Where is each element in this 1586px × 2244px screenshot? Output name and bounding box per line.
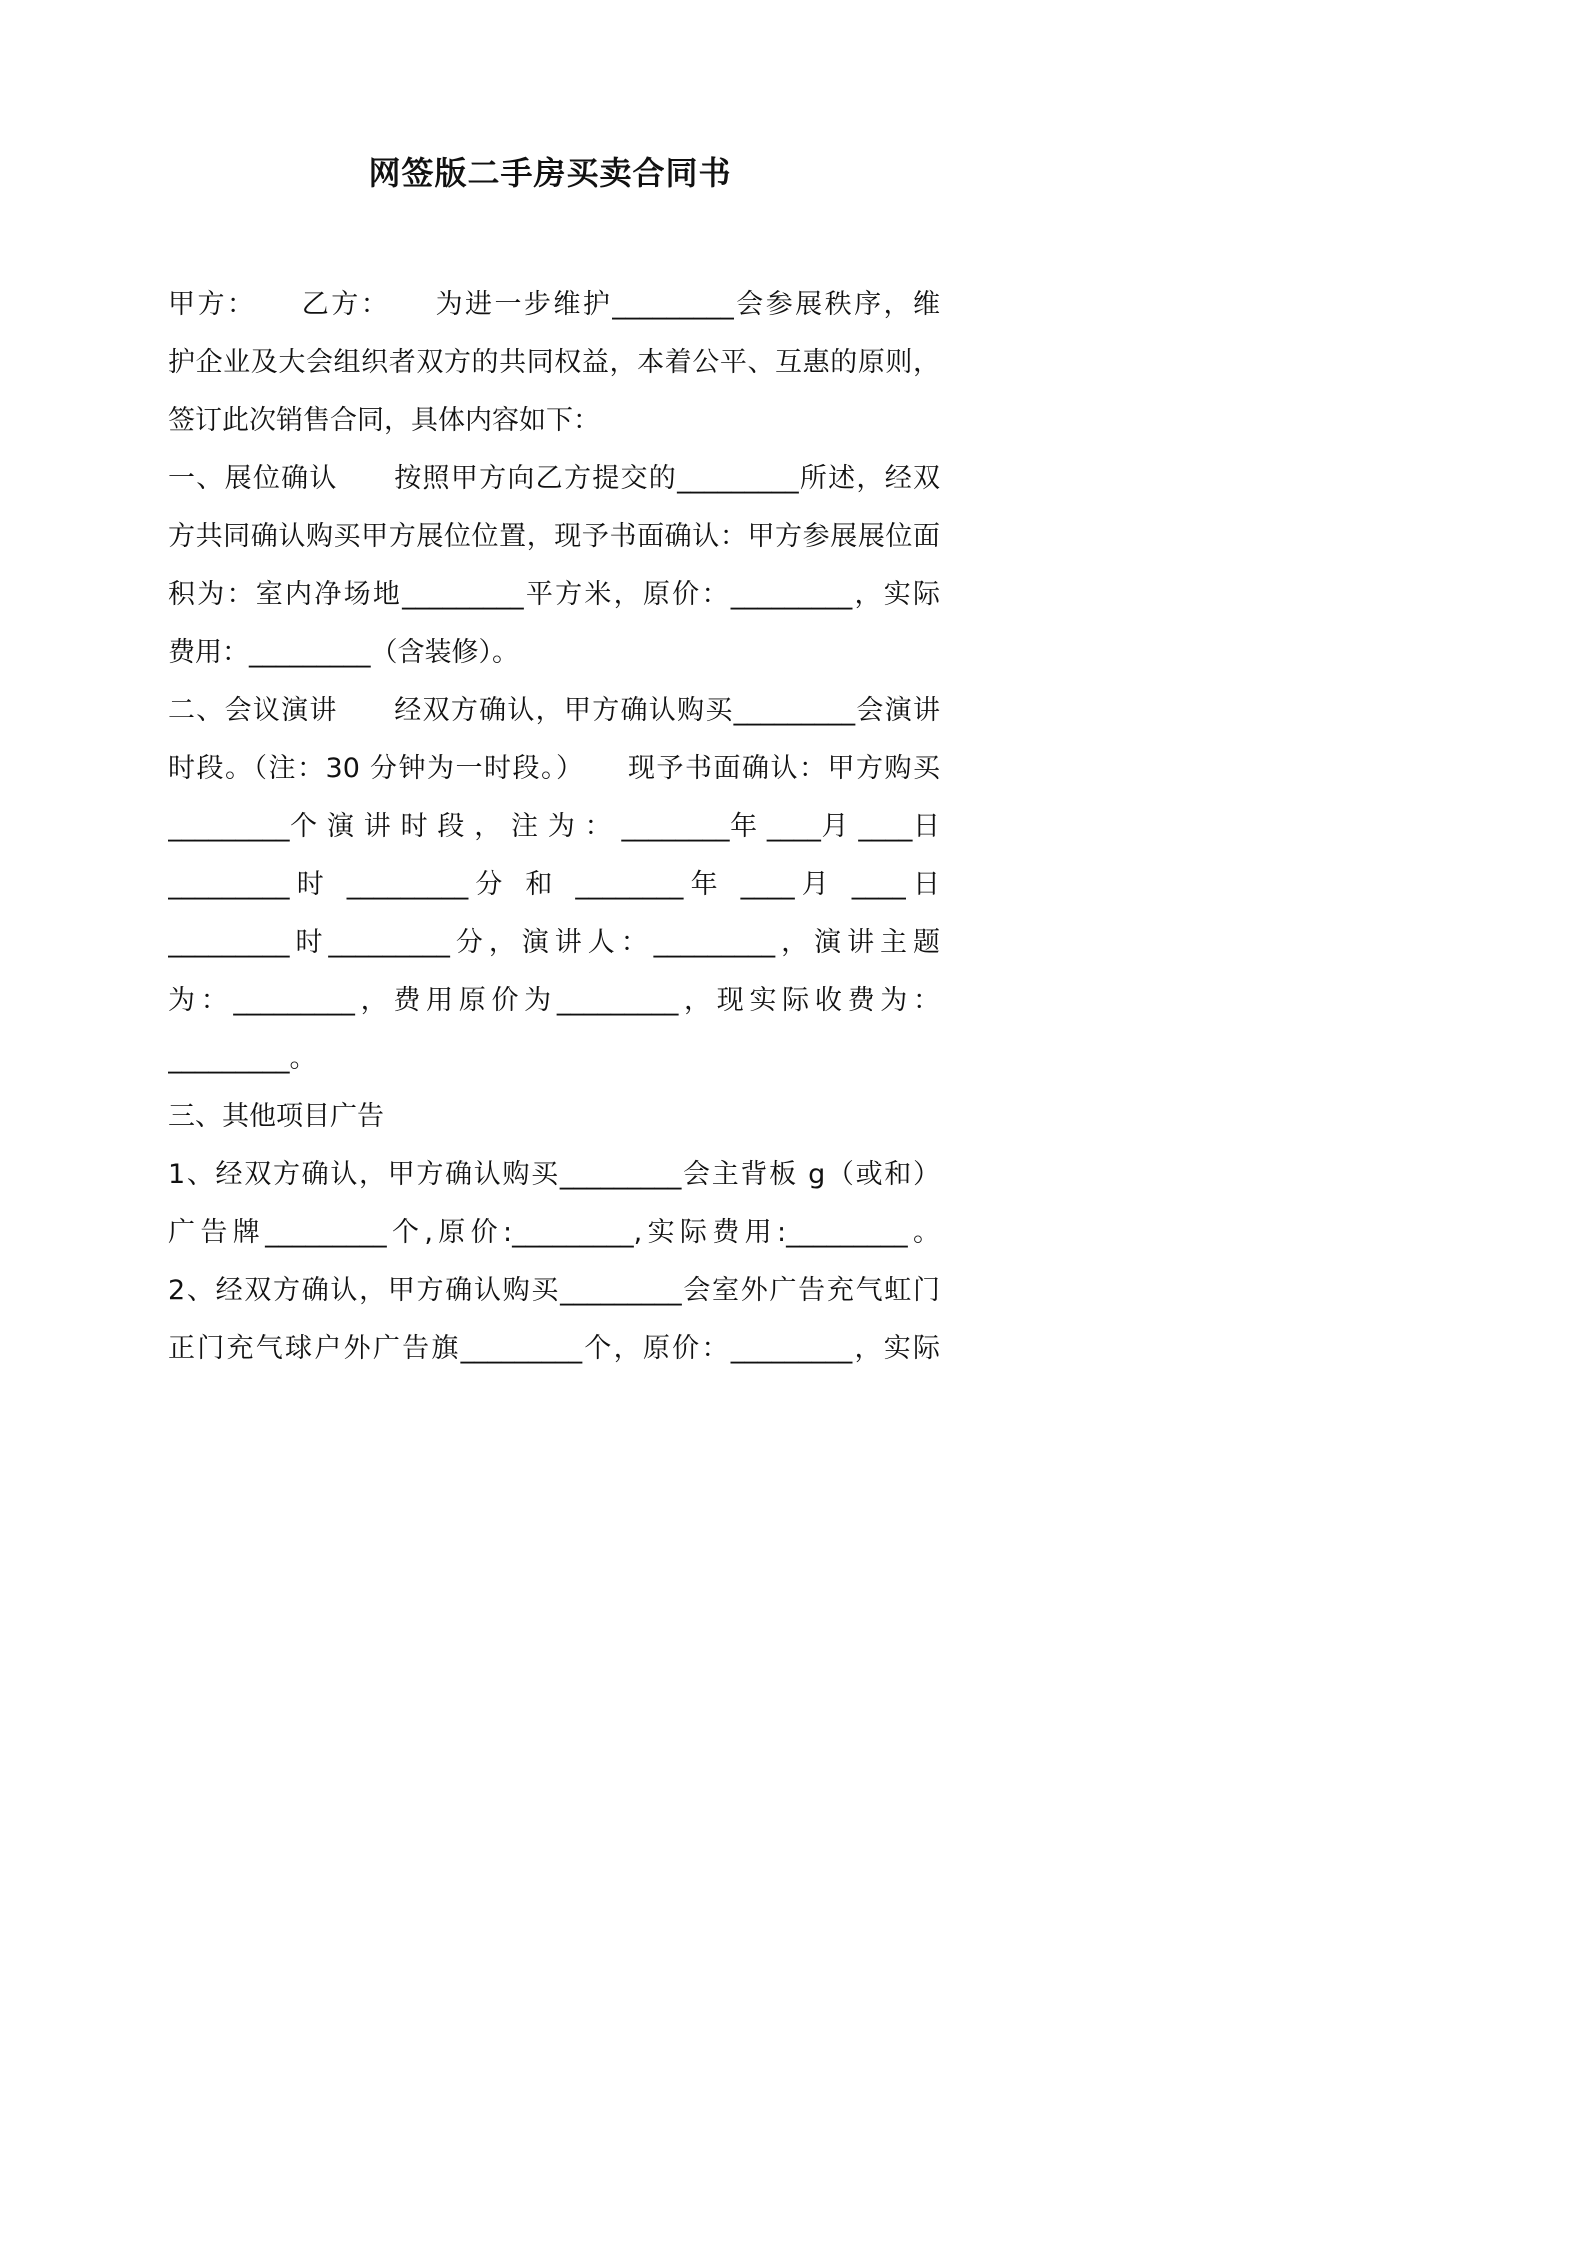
document-page <box>0 0 1100 1556</box>
contract-line-14: _________。 <box>168 1043 317 1074</box>
contract-body <box>168 276 940 1378</box>
contract-line-3: 签订此次销售合同，具体内容如下： <box>168 405 600 436</box>
contract-line-2: 护企业及大会组织者双方的共同权益，本着公平、互惠的原则， <box>168 347 940 378</box>
document-title: 网签版二手房买卖合同书 <box>368 154 732 192</box>
contract-line-12: _________时_________分，演讲人：_________，演讲主题 <box>168 927 940 958</box>
section-3-item-1-line-1: 1、经双方确认，甲方确认购买_________会主背板 g（或和） <box>168 1159 940 1190</box>
section-3-item-1-line-2: 广告牌_________个,原价:_________,实际费用:_________。 <box>168 1217 940 1248</box>
section-1-heading-line: 一、展位确认 按照甲方向乙方提交的_________所述，经双 <box>168 463 940 494</box>
contract-line-5: 方共同确认购买甲方展位位置，现予书面确认：甲方参展展位面 <box>168 521 940 552</box>
contract-line-10: _________个 演 讲 时 段 ， 注 为 ： ________年 ____月 ____日 <box>168 811 940 842</box>
section-3-heading: 三、其他项目广告 <box>168 1101 384 1132</box>
contract-line-13: 为：_________，费用原价为_________，现实际收费为： <box>168 985 940 1016</box>
contract-line-11: _________时 _________分 和 ________年 ____月 ____日 <box>168 869 940 900</box>
contract-line-1: 甲方： 乙方： 为进一步维护_________会参展秩序，维 <box>168 289 940 320</box>
section-2-heading-line: 二、会议演讲 经双方确认，甲方确认购买_________会演讲 <box>168 695 940 726</box>
section-3-item-2-line-1: 2、经双方确认，甲方确认购买_________会室外广告充气虹门 <box>168 1275 940 1306</box>
contract-line-7: 费用：_________（含装修）。 <box>168 637 519 668</box>
section-3-item-2-line-2: 正门充气球户外广告旗_________个，原价：_________，实际 <box>168 1333 940 1364</box>
contract-line-6: 积为：室内净场地_________平方米，原价：_________，实际 <box>168 579 940 610</box>
contract-line-9: 时段。（注：30 分钟为一时段。） 现予书面确认：甲方购买 <box>168 753 940 784</box>
